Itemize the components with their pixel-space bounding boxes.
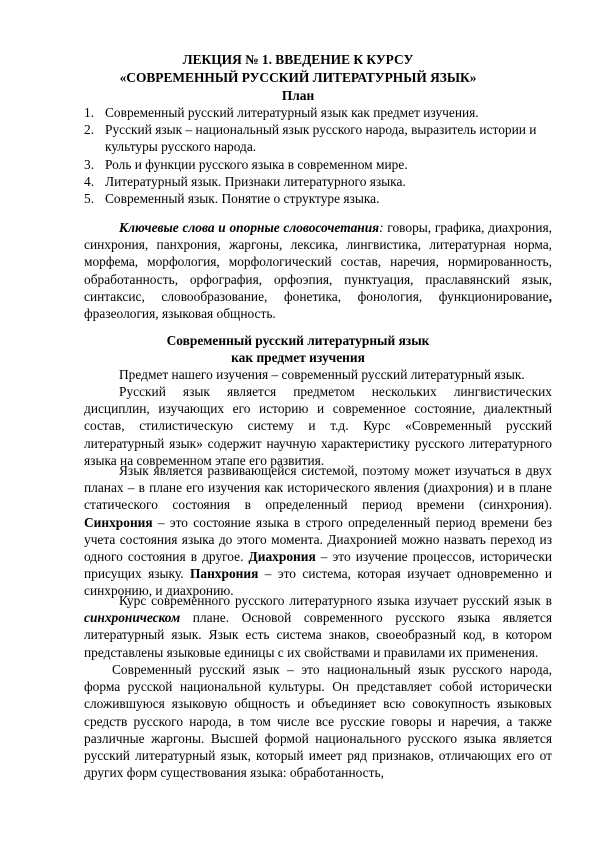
plan-item (84, 156, 546, 173)
p4-text-c: плане. Основой современного русского языка является литературный язык. Язык есть система знаков, своеобразный код, в котором представлены языковые единицы с их свойствами и правилами их применения. (84, 610, 552, 660)
p3-text-g: – это система, которая изучает одновременно и синхронию, и диахронию. (84, 566, 552, 599)
body-paragraph-4 (84, 592, 552, 661)
p3-text-c: – это состояние языка в строго определенный период времени без учета состояния языка до этого момента. Диахронией можно назвать переход из одного состояния в другое. (84, 514, 552, 565)
section-title: Современный русский литературный язык (166, 333, 430, 348)
plan-item-number: 3. (84, 156, 95, 172)
p3-text-e: – это изучение процессов, исторически присущих языку. (84, 549, 552, 582)
plan-item (84, 190, 546, 207)
plan-item-number: 2. (84, 122, 95, 138)
keywords-comma: , (548, 288, 552, 304)
keywords-paragraph (84, 219, 552, 322)
body-paragraph-2: Русский язык является предметом нескольких лингвистических дисциплин, изучающих его историю и современное состояние, диалектный состав, стилистическую систему и т.д. Курс «Современный русский литературный язык» содержит научную характеристику русского литературного языка на современном этапе его развития. (84, 384, 552, 468)
body-paragraph-5: Современный русский язык – это национальный язык русского народа, форма русской национальной культуры. Он представляет собой исторически сложившуюся языковую общность и объединяет всю совокупность языковых средств русского народа, в том числе все русские говоры и наречия, а также различные жаргоны. Высшей формой национального русского языка является русский литературный язык, который имеет ряд признаков, отличающих его от других форм существования языка: обработанность, (84, 662, 552, 781)
keywords-label: Ключевые слова и опорные словосочетания (119, 220, 380, 235)
plan-item-text: Роль и функции русского языка в современном мире. (105, 156, 408, 172)
plan-item (84, 121, 546, 155)
keywords-list: говоры, графика, диахрония, синхрония, панхрония, жаргоны, лексика, лингвистика, литературная норма, морфема, морфология, морфологический состав, наречия, нормированность, обработанность, орфография, орфоэпия, пунктуация, праславянский язык, синтаксис, словообразование, фонетика, фонология, функционирование (84, 220, 552, 304)
body-paragraph-3 (84, 462, 552, 600)
plan-item-text: Литературный язык. Признаки литературного языка. (105, 173, 406, 189)
plan-item-number: 4. (84, 173, 95, 189)
term-synchrony: Синхрония (84, 514, 153, 530)
term-synchronic: синхроническом (84, 610, 181, 626)
plan-item (84, 173, 546, 190)
plan-item (84, 104, 546, 121)
plan-item-text: Русский язык – национальный язык русского народа, выразитель истории и культуры русского народа. (105, 122, 537, 155)
keywords-tail: фразеология, языковая общность. (84, 306, 276, 322)
plan-item-number: 1. (84, 105, 95, 120)
plan-item-text: Современный язык. Понятие о структуре языка. (105, 191, 380, 207)
course-title: «СОВРЕМЕННЫЙ РУССКИЙ ЛИТЕРАТУРНЫЙ ЯЗЫК» (119, 70, 477, 85)
p3-text-a: Язык является развивающейся системой, поэтому может изучаться в двух планах – в плане его изучения как исторического явления (диахрония) и в плане статического состояния в определенный период времени (синхрония). (84, 463, 552, 513)
plan-item-number: 5. (84, 191, 95, 207)
body-paragraph-1: Предмет нашего изучения – современный русский литературный язык. (119, 367, 525, 382)
plan-list (84, 104, 546, 207)
term-diachrony: Диахрония (248, 549, 316, 565)
section-subtitle: как предмет изучения (231, 350, 365, 365)
term-panchrony: Панхрония (189, 566, 259, 582)
plan-heading: План (281, 88, 315, 103)
keywords-colon: : (379, 220, 384, 235)
lecture-title: ЛЕКЦИЯ № 1. ВВЕДЕНИЕ К КУРСУ (182, 52, 414, 67)
p4-text-a: Курс современного русского литературного языка изучает русский язык в (119, 593, 552, 608)
plan-item-text: Современный русский литературный язык как предмет изучения. (105, 105, 479, 120)
